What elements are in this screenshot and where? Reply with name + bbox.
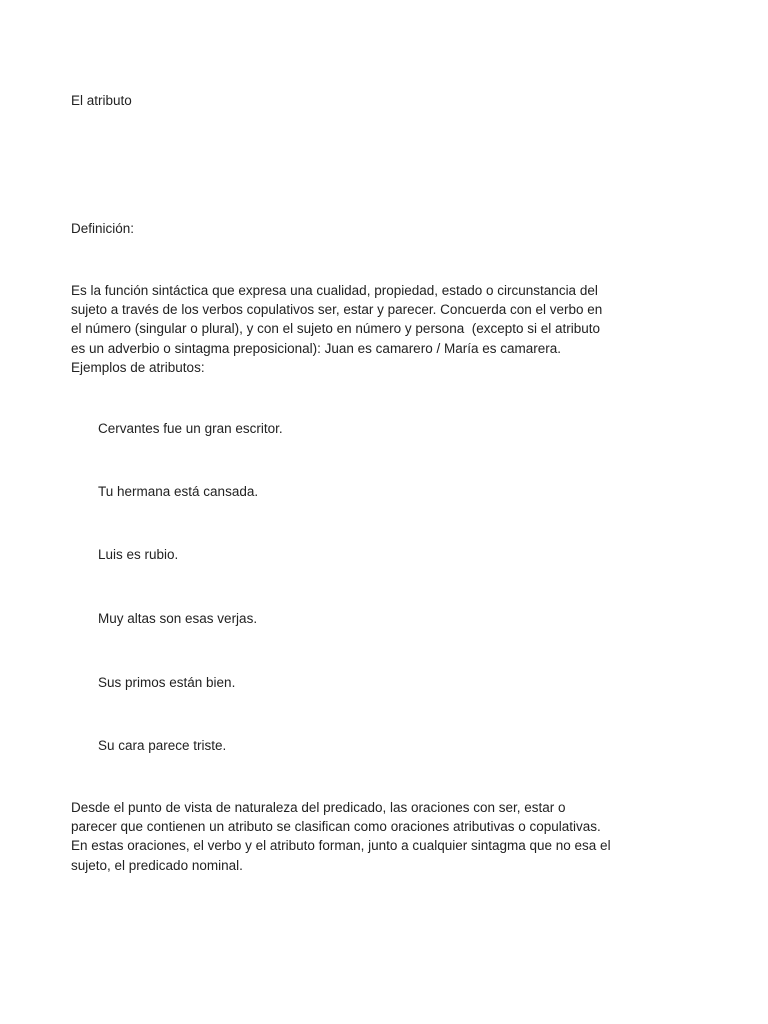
definition-heading: Definición: — [71, 221, 135, 236]
example-sentence: Luis es rubio. — [98, 547, 179, 562]
examples-intro-line: Ejemplos de atributos: — [71, 359, 205, 375]
example-sentence: Sus primos están bien. — [98, 675, 236, 690]
definition-line: Es la función sintáctica que expresa una cualidad, propiedad, estado o circunstancia del — [71, 283, 598, 298]
closing-line: sujeto, el predicado nominal. — [71, 857, 243, 873]
example-sentence: Cervantes fue un gran escritor. — [98, 421, 283, 436]
definition-paragraph — [71, 281, 641, 377]
closing-paragraph — [71, 798, 641, 875]
definition-line: es un adverbio o sintagma preposicional): Juan es camarero / María es camarera. — [71, 340, 561, 356]
closing-line: parecer que contienen un atributo se clasifican como oraciones atributivas o copulativas. — [71, 819, 601, 835]
example-sentence: Tu hermana está cansada. — [98, 484, 259, 499]
document-title: El atributo — [71, 93, 132, 108]
example-sentence: Muy altas son esas verjas. — [98, 611, 258, 626]
example-sentence: Su cara parece triste. — [98, 738, 227, 753]
definition-line: sujeto a través de los verbos copulativos ser, estar y parecer. Concuerda con el verbo en — [71, 302, 603, 318]
closing-line: Desde el punto de vista de naturaleza del predicado, las oraciones con ser, estar o — [71, 800, 566, 815]
definition-line: el número (singular o plural), y con el sujeto en número y persona (excepto si el atributo — [71, 321, 601, 337]
closing-line: En estas oraciones, el verbo y el atributo forman, junto a cualquier sintagma que no esa el — [71, 838, 611, 854]
